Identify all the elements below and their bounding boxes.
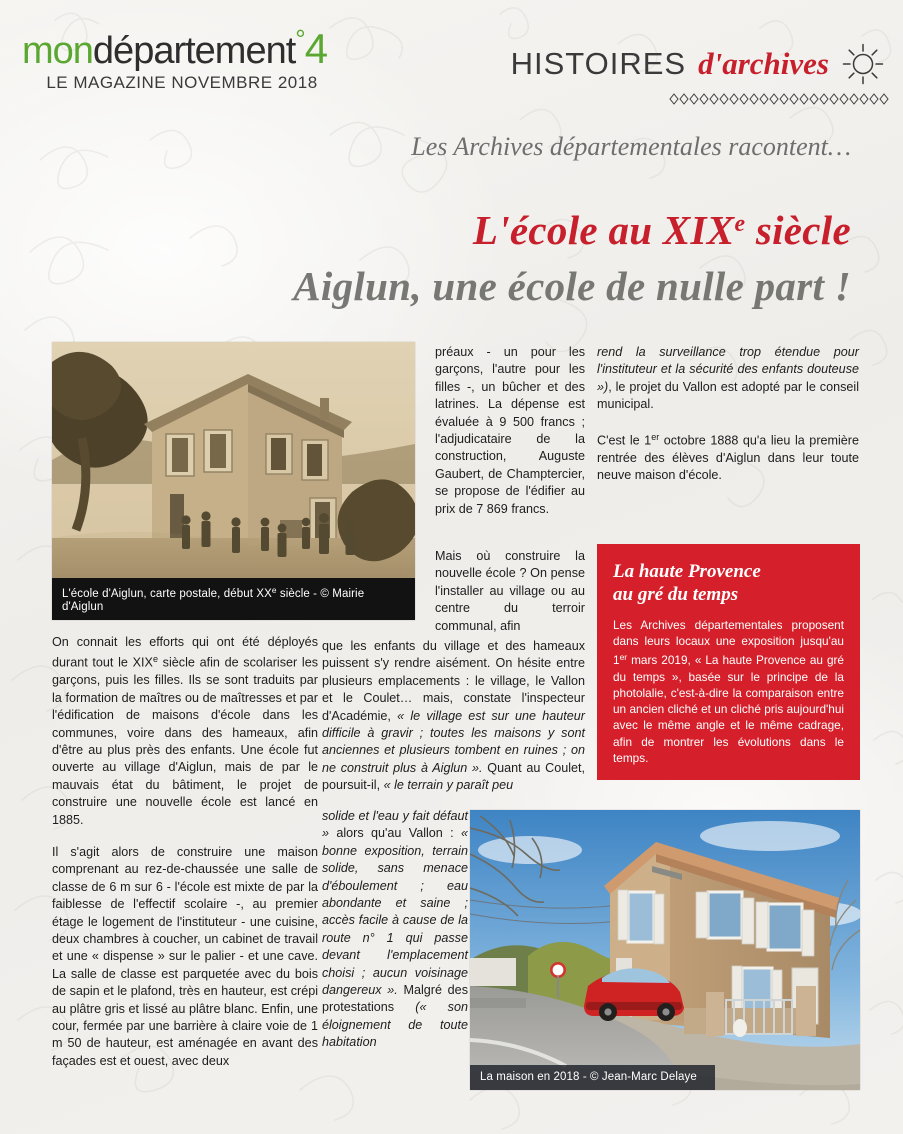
logo-number: 4 bbox=[304, 25, 328, 72]
left-paragraph-2: Il s'agit alors de construire une maison comprenant au rez-de-chaussée une salle de classe de 6 m sur 6 - l'école est mixte de par la faiblesse de l'effectif scolaire -, au premier étage le logement de l'instituteur - une cuisine, deux chambres à coucher, un cabinet de travail et une « dispense » sur le palier - et une cave. La salle de classe est parquetée avec du bois de sapin et le plafond, très en hauteur, est crépi au plâtre gris et lissé au plâtre blanc. Enfin, une cour, fermée par une barrière à claire voie de 1 m 50 de hauteur, est aménagée en avant des façades est et ouest, avec deux bbox=[52, 845, 318, 1068]
quote-inspector-1: « le village est sur une hauteur difficile à gravir ; toutes les maisons y sont anciennes et plusieurs tombent en ruines ; on ne construit plus à Aiglun ». bbox=[322, 708, 585, 775]
sidebar-ordinal-superscript: er bbox=[619, 652, 628, 663]
section-title-italic: d'archives bbox=[698, 46, 829, 81]
sun-icon bbox=[841, 42, 885, 86]
right-paragraph-1: rend la surveillance trop étendue pour l'instituteur et la sécurité des enfants douteuse »), le projet du Vallon est adopté par le conseil municipal. bbox=[597, 345, 859, 412]
right-paragraph-2: C'est le 1er octobre 1888 qu'a lieu la première rentrée des élèves d'Aiglun dans leur toute neuve maison d'école. bbox=[597, 431, 860, 482]
quote-vallon: « bonne exposition, terrain solide, sans menace d'éboulement ; eau abondante et saine ; accès facile à cause de la route n° 1 qui passe devant l'emplacement choisi ; aucun voisinage dangereux ». bbox=[322, 826, 468, 998]
quote-protestation-end: rend la surveillance trop étendue pour l'instituteur et la sécurité des enfants douteuse ») bbox=[597, 345, 859, 394]
modern-house-photo bbox=[470, 810, 860, 1090]
historic-school-photo bbox=[52, 342, 415, 620]
sidebar-exposition-box bbox=[597, 544, 860, 780]
caption-superscript: e bbox=[271, 585, 277, 595]
middle-paragraph-3: solide et l'eau y fait défaut » alors qu'au Vallon : « bonne exposition, terrain solide, sans menace d'éboulement ; eau abondante et saine ; accès facile à cause de la route n° 1 qui passe devant l'emplacement choisi ; aucun voisinage dangereux ». Malgré des protestations (« son éloignement de toute habitation bbox=[322, 809, 468, 1050]
title-superscript: e bbox=[734, 210, 746, 237]
section-title: HISTOIRES bbox=[510, 46, 687, 81]
middle-column-narrow-3 bbox=[322, 808, 468, 1052]
logo-departement: département bbox=[92, 30, 296, 72]
right-text-column bbox=[597, 344, 859, 484]
sidebar-heading: La haute Provence au gré du temps bbox=[613, 561, 761, 605]
middle-column-top bbox=[435, 344, 585, 518]
logo-degree: ° bbox=[295, 24, 305, 54]
photo1-caption: L'école d'Aiglun, carte postale, début XXe siècle - © Mairie d'Aiglun bbox=[52, 578, 415, 620]
section-header bbox=[511, 42, 885, 86]
magazine-logo bbox=[22, 18, 342, 72]
middle-column-wide bbox=[322, 638, 585, 795]
middle-paragraph-2-wide: que les enfants du village et des hameaux puissent s'y rendre aisément. On hésite entre plusieurs emplacements : le village, le Vallon et le Coulet… mais, constate l'inspecteur d'Académie, « le village est sur une hauteur difficile à gravir ; toutes les maisons y sont anciennes et plusieurs tombent en ruines ; on ne construit plus à Aiglun ». Quant au Coulet, poursuit-il, « le terrain y paraît peu bbox=[322, 639, 586, 793]
article-title-line2: Aiglun, une école de nulle part ! bbox=[293, 263, 851, 309]
article-kicker: Les Archives départementales racontent… bbox=[411, 132, 851, 161]
logo-mon: mon bbox=[22, 30, 93, 72]
diamond-rule bbox=[669, 92, 889, 108]
left-text-column bbox=[52, 634, 318, 1070]
ordinal-superscript: er bbox=[651, 431, 660, 442]
masthead bbox=[22, 18, 342, 93]
left-paragraph-1: On connait les efforts qui ont été déployés durant tout le XIXe siècle afin de scolariser les garçons, puis les filles. Ils se sont traduits par la formation de maîtres ou de maîtresses et par l'édification de maisons d'école dans les communes, voire dans des hameaux, afin d'être au plus près des enfants. Une école fut ouverte au village d'Aiglun, mais de par le mauvais état du bâtiment, le projet de construire une nouvelle école est lancé en 1885. bbox=[52, 635, 318, 827]
article-title-line1: L'école au XIXe siècle bbox=[472, 207, 851, 253]
middle-paragraph-1: préaux - un pour les garçons, l'autre pour les filles -, un bûcher et des latrines. La dépense est évaluée à 9 500 francs ; l'adjudicataire de la construction, Auguste Gaubert, de Champtercier, se propose de l'édifier au prix de 7 869 francs. bbox=[435, 345, 585, 516]
photo2-caption: La maison en 2018 - © Jean-Marc Delaye bbox=[470, 1065, 715, 1090]
sidebar-body-text: Les Archives départementales proposent dans leurs locaux une exposition jusqu'au 1er mars 2019, « La haute Provence au gré du temps », basée sur le principe de la photolalie, c'est-à-dire la comparaison entre un ancien cliché et un cliché pris aujourd'hui avec le même angle et le même cadrage, afin de montrer les évolutions dans le temps. bbox=[613, 618, 844, 765]
middle-column-narrow-2 bbox=[435, 548, 585, 635]
magazine-tagline: LE MAGAZINE NOVEMBRE 2018 bbox=[46, 73, 318, 92]
quote-coulet-open: « le terrain y paraît peu bbox=[383, 778, 514, 793]
quote-protestation: (« son éloignement de toute habitation bbox=[322, 1000, 468, 1050]
middle-paragraph-2-narrow: Mais où construire la nouvelle école ? On pense l'installer au village ou au centre du terroir communal, afin bbox=[435, 549, 585, 633]
quote-coulet-continued: solide et l'eau y fait défaut » bbox=[322, 809, 468, 841]
